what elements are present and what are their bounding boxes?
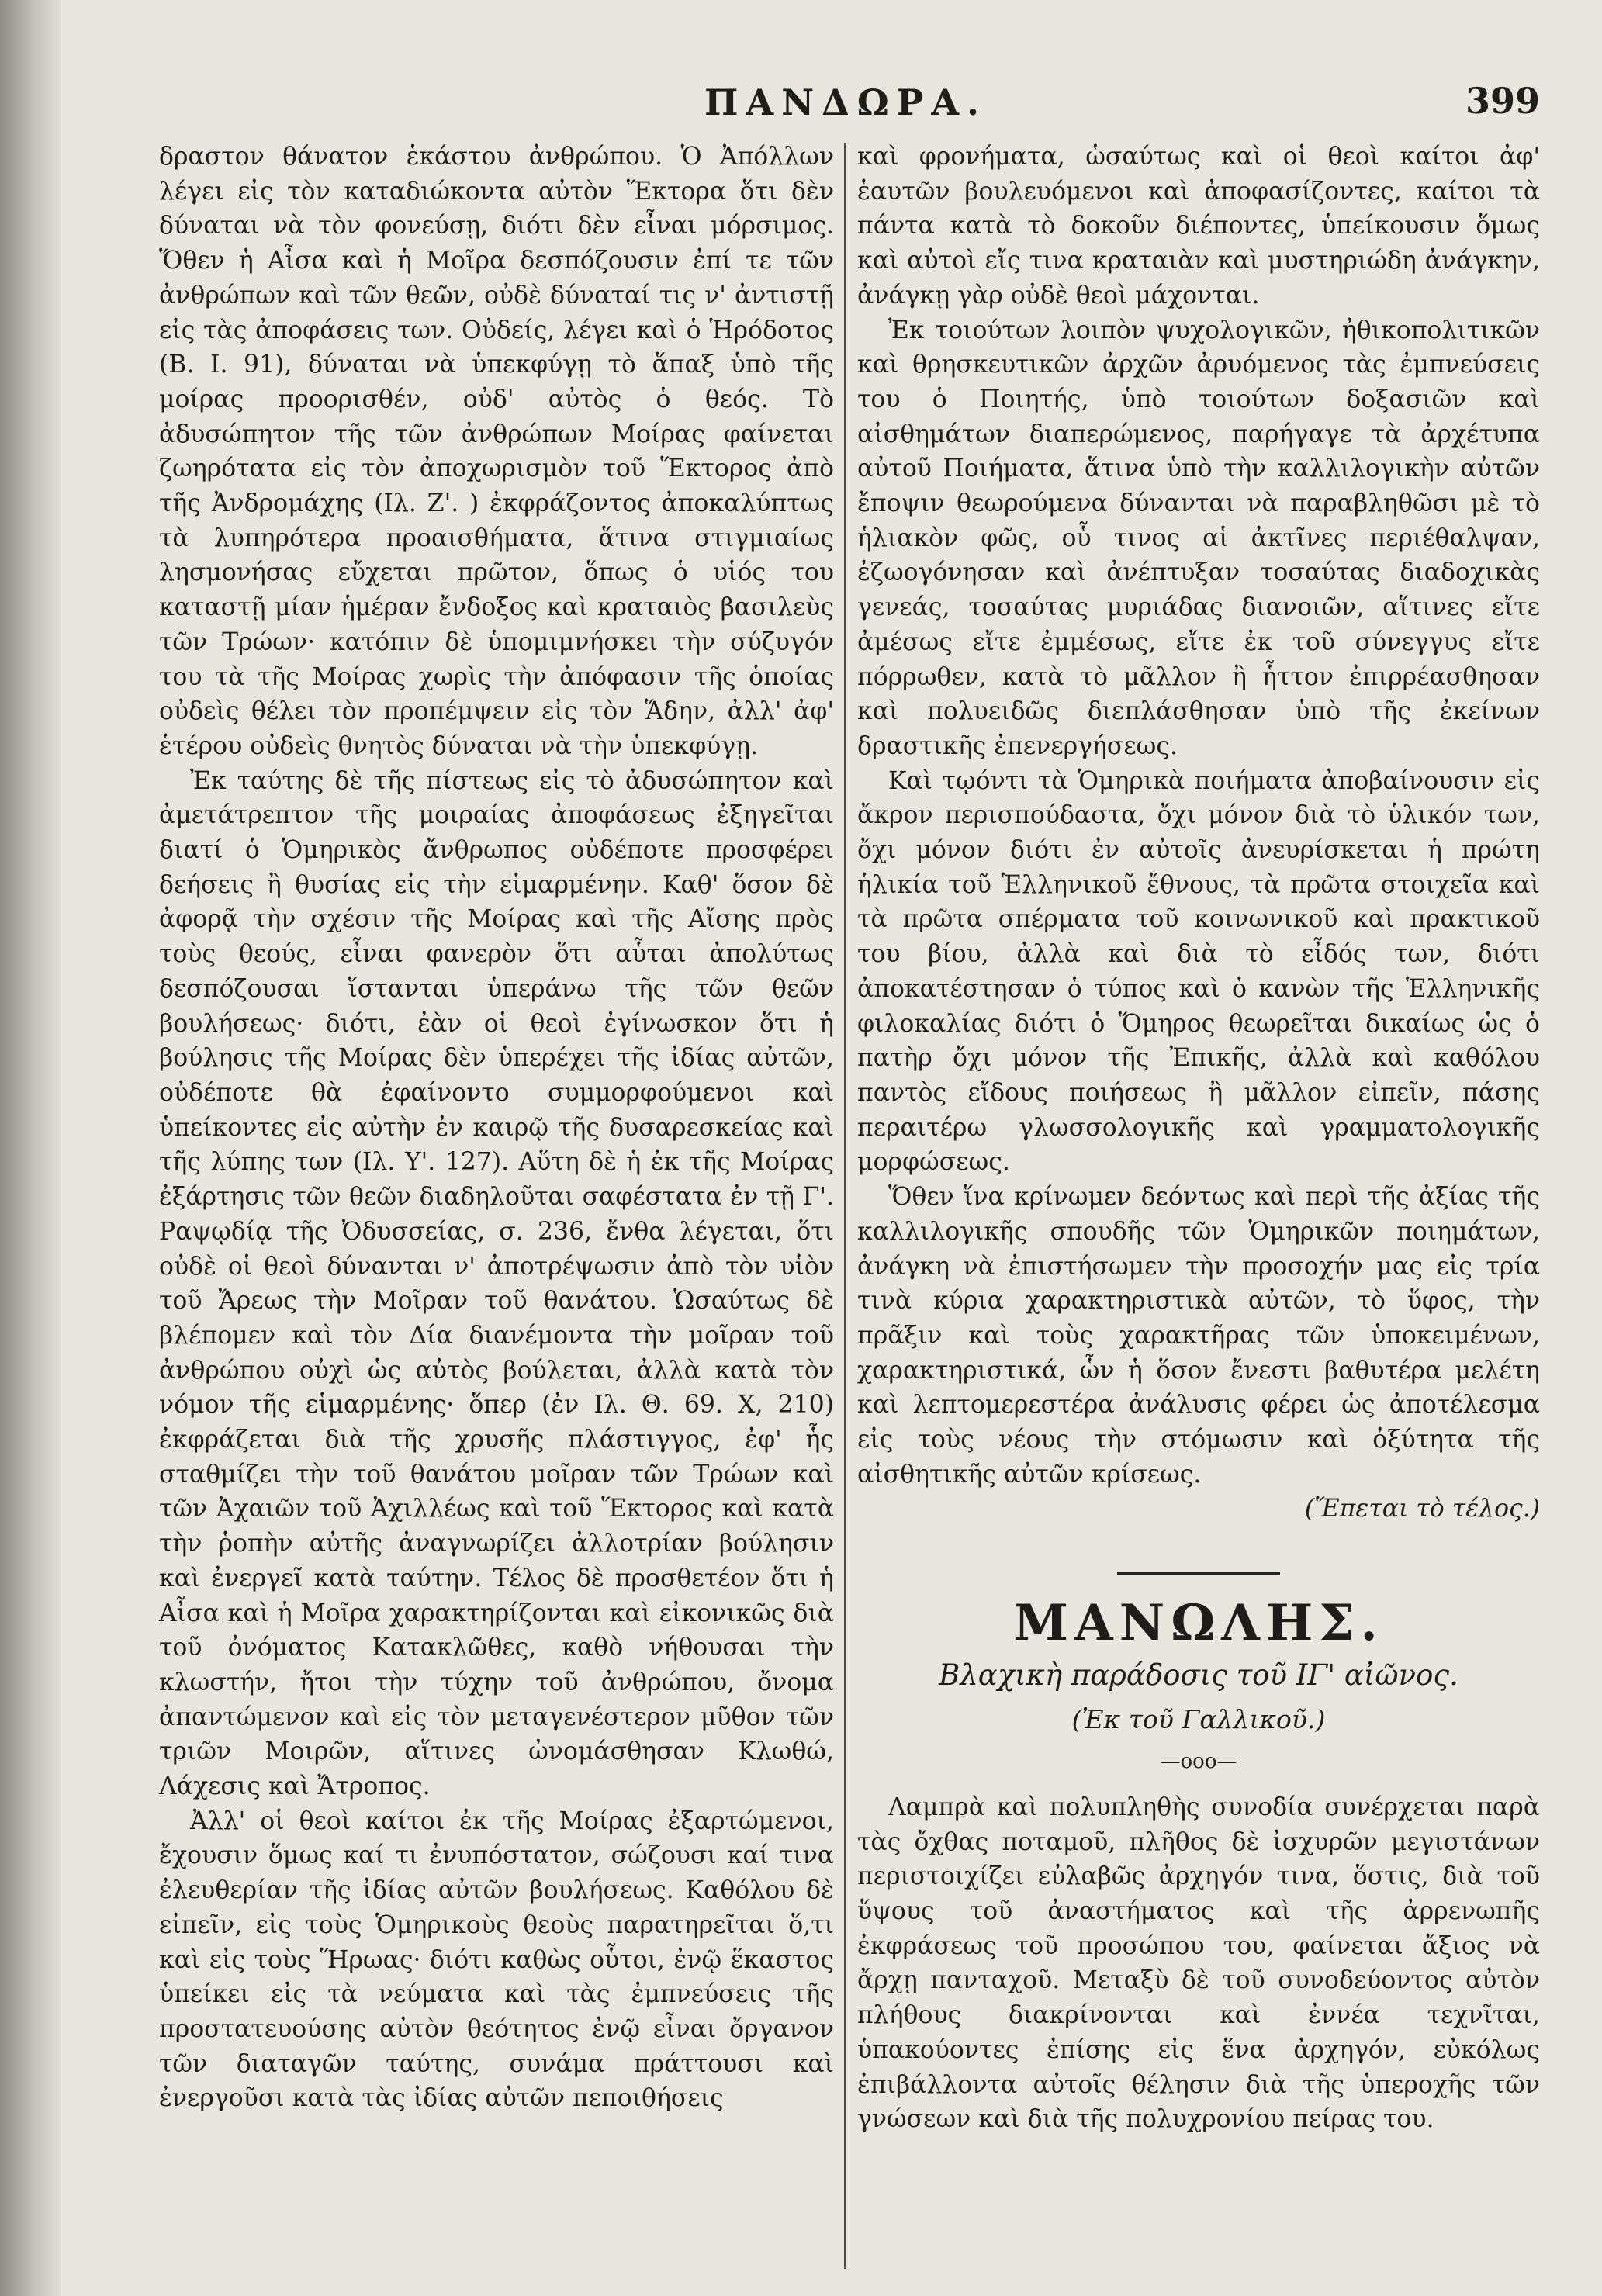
section-divider: [1117, 1572, 1280, 1575]
column-rule: [844, 144, 846, 2269]
book-binding-edge: [0, 0, 61, 2296]
right-column: [857, 140, 1540, 2137]
paragraph: Ἐκ ταύτης δὲ τῆς πίστεως εἰς τὸ ἀδυσώπητον καὶ ἀμετάτρεπτον τῆς μοιραίας ἀποφάσεως ἐξηγεῖται διατί ὁ Ὁμηρικὸς ἄνθρωπος οὐδέποτε προσφέρει δεήσεις ἢ θυσίας εἰς τὴν εἱμαρμένην. Καθ' ὅσον δὲ ἀφορᾷ τὴν σχέσιν τῆς Μοίρας καὶ τῆς Αἴσης πρὸς τοὺς θεούς, εἶναι φανερὸν ὅτι αὗται ἀπολύτως δεσπόζουσαι ἵστανται ὑπεράνω τῆς τῶν θεῶν βουλήσεως· διότι, ἐὰν οἱ θεοὶ ἐγίνωσκον ὅτι ἡ βούλησις τῆς Μοίρας δὲν ὑπερέχει τῆς ἰδίας αὐτῶν, οὐδέποτε θὰ ἐφαίνοντο συμμορφούμενοι καὶ ὑπείκοντες εἰς αὐτὴν ἐν καιρῷ τῆς δυσαρεσκείας καὶ τῆς λύπης των (Ιλ. Υ'. 127). Αὕτη δὲ ἡ ἐκ τῆς Μοίρας ἐξάρτησις τῶν θεῶν διαδηλοῦται σαφέστατα ἐν τῇ Γ'. Ραψῳδίᾳ τῆς Ὀδυσσείας, σ. 236, ἔνθα λέγεται, ὅτι οὐδὲ οἱ θεοὶ δύνανται ν' ἀποτρέψωσιν ἀπὸ τὸν υἱὸν τοῦ Ἄρεως τὴν Μοῖραν τοῦ θανάτου. Ὡσαύτως δὲ βλέπομεν καὶ τὸν Δία διανέμοντα τὴν μοῖραν τοῦ ἀνθρώπου οὐχὶ ὡς αὐτὸς βούλεται, ἀλλὰ κατὰ τὸν νόμον τῆς εἱμαρμένης· ὅπερ (ἐν Ιλ. Θ. 69. Χ, 210) ἐκφράζεται διὰ τῆς χρυσῆς πλάστιγγος, ἐφ' ἧς σταθμίζει τὴν τοῦ θανάτου μοῖραν τῶν Τρώων καὶ τῶν Ἀχαιῶν τοῦ Ἀχιλλέως καὶ τοῦ Ἕκτορος καὶ κατὰ τὴν ῥοπὴν αὐτῆς ἀναγνωρίζει ἀλλοτρίαν βούλησιν καὶ ἐνεργεῖ κατὰ ταύτην. Τέλος δὲ προσθετέον ὅτι ἡ Αἶσα καὶ ἡ Μοῖρα χαρακτηρίζονται καὶ εἰκονικῶς διὰ τοῦ ὀνόματος Κατακλῶθες, καθὸ νήθουσαι τὴν κλωστήν, ἤτοι τὴν τύχην τοῦ ἀνθρώπου, ὄνομα ἀπαντώμενον καὶ εἰς τὸν μεταγενέστερον μῦθον τῶν τριῶν Μοιρῶν, αἵτινες ὠνομάσθησαν Κλωθώ, Λάχεσις καὶ Ἄτροπος.: [159, 766, 834, 1801]
paragraph: δραστον θάνατον ἑκάστου ἀνθρώπου. Ὁ Ἀπόλλων λέγει εἰς τὸν καταδιώκοντα αὐτὸν Ἕκτορα ὅτι δὲν δύναται νὰ τὸν φονεύσῃ, διότι δὲν εἶναι μόρσιμος. Ὅθεν ἡ Αἶσα καὶ ἡ Μοῖρα δεσπόζουσιν ἐπί τε τῶν ἀνθρώπων καὶ τῶν θεῶν, οὐδὲ δύναταί τις ν' ἀντιστῇ εἰς τὰς ἀποφάσεις των. Οὐδείς, λέγει καὶ ὁ Ἡρόδοτος (Β. Ι. 91), δύναται νὰ ὑπεκφύγῃ τὸ ἅπαξ ὑπὸ τῆς μοίρας προορισθέν, οὐδ' αὐτὸς ὁ θεός. Τὸ ἀδυσώπητον τῆς τῶν ἀνθρώπων Μοίρας φαίνεται ζωηρότατα εἰς τὸν ἀποχωρισμὸν τοῦ Ἕκτορος ἀπὸ τῆς Ἀνδρομάχης (Ιλ. Ζ'. ) ἐκφράζοντος ἀποκαλύπτως τὰ λυπηρότερα προαισθήματα, ἅτινα στιγμιαίως λησμονήσας εὔχεται πρῶτον, ὅπως ὁ υἱός του καταστῇ μίαν ἡμέραν ἔνδοξος καὶ κραταιὸς βασιλεὺς τῶν Τρώων· κατόπιν δὲ ὑπομιμνήσκει τὴν σύζυγόν του τὰ τῆς Μοίρας χωρὶς τὴν ἀπόφασιν τῆς ὁποίας οὐδεὶς θέλει τὸν προπέμψειν εἰς τὸν Ἅδην, ἀλλ' ἀφ' ἑτέρου οὐδεὶς θνητὸς δύναται νὰ τὴν ὑπεκφύγῃ.: [159, 143, 834, 760]
left-column: [159, 140, 834, 2116]
paragraph: Καὶ τῳόντι τὰ Ὁμηρικὰ ποιήματα ἀποβαίνουσιν εἰς ἄκρον περισπούδαστα, ὄχι μόνον διὰ τὸ ὑλικόν των, ὄχι μόνον διότι ἐν αὐτοῖς ἀνευρίσκεται ἡ πρώτη ἡλικία τοῦ Ἑλληνικοῦ ἔθνους, τὰ πρῶτα στοιχεῖα καὶ τὰ πρῶτα σπέρματα τοῦ κοινωνικοῦ καὶ πρακτικοῦ του βίου, ἀλλὰ καὶ διὰ τὸ εἶδός των, διότι ἀποκατέστησαν ὁ τύπος καὶ ὁ κανὼν τῆς Ἑλληνικῆς φιλοκαλίας διότι ὁ Ὅμηρος θεωρεῖται δικαίως ὡς ὁ πατὴρ ὄχι μόνον τῆς Ἐπικῆς, ἀλλὰ καὶ καθόλου παντὸς εἴδους ποιήσεως ἢ μᾶλλον εἰπεῖν, πάσης περαιτέρω γλωσσολογικῆς καὶ γραμματολογικῆς μορφώσεως.: [857, 766, 1540, 1177]
paragraph: Ὅθεν ἵνα κρίνωμεν δεόντως καὶ περὶ τῆς ἀξίας τῆς καλλιλογικῆς σπουδῆς τῶν Ὁμηρικῶν ποιημάτων, ἀνάγκη νὰ ἐπιστήσωμεν τὴν προσοχήν μας εἰς τρία τινὰ κύρια χαρακτηριστικὰ αὐτῶν, τὸ ὕφος, τὴν πρᾶξιν καὶ τοὺς χαρακτῆρας τῶν ὑποκειμένων, χαρακτηριστικά, ὧν ἡ ὅσον ἔνεστι βαθυτέρα μελέτη καὶ λεπτομερεστέρα ἀνάλυσις φέρει ὡς ἀποτέλεσμα εἰς τοὺς νέους τὴν στόμωσιν καὶ ὀξύτητα τῆς αἰσθητικῆς αὐτῶν κρίσεως.: [857, 1183, 1540, 1489]
paragraph: Λαμπρὰ καὶ πολυπληθὴς συνοδία συνέρχεται παρὰ τὰς ὄχθας ποταμοῦ, πλῆθος δὲ ἰσχυρῶν μεγιστάνων περιστοιχίζει εὐλαβῶς ἀρχηγόν τινα, ὅστις, διὰ τοῦ ὕψους τοῦ ἀναστήματος καὶ τῆς ἀρρενωπῆς ἐκφράσεως τοῦ προσώπου του, φαίνεται ἄξιος νὰ ἄρχῃ πανταχοῦ. Μεταξὺ δὲ τοῦ συνοδεύοντος αὐτὸν πλήθους διακρίνονται καὶ ἐννέα τεχνῖται, ὑπακούοντες ἐπίσης εἰς ἕνα ἀρχηγόν, εὐκόλως ἐπιβάλλοντα αὐτοῖς θέλησιν διὰ τῆς ὑπεροχῆς τῶν γνώσεων καὶ διὰ τῆς πολυχρονίου πείρας του.: [857, 1793, 1540, 2134]
running-title: ΠΑΝΔΩΡΑ.: [704, 81, 988, 123]
story-subtitle: Βλαχικὴ παράδοσις τοῦ ΙΓ' αἰῶνος.: [939, 1658, 1458, 1692]
paragraph: Ἐκ τοιούτων λοιπὸν ψυχολογικῶν, ἠθικοπολιτικῶν καὶ θρησκευτικῶν ἀρχῶν ἀρυόμενος τὰς ἐμπνεύσεις του ὁ Ποιητής, ὑπὸ τοιούτων δοξασιῶν καὶ αἰσθημάτων διαπερώμενος, παρήγαγε τὰ ἀρχέτυπα αὐτοῦ Ποιήματα, ἅτινα ὑπὸ τὴν καλλιλογικὴν αὐτῶν ἔποψιν θεωρούμενα δύνανται νὰ παραβληθῶσι μὲ τὸ ἡλιακὸν φῶς, οὗ τινος αἱ ἀκτῖνες περιέθαλψαν, ἐζωογόνησαν καὶ ἀνέπτυξαν τοσαύτας διαδοχικὰς γενεάς, τοσαύτας μυριάδας διανοιῶν, αἵτινες εἴτε ἀμέσως εἴτε ἐμμέσως, εἴτε ἐκ τοῦ σύνεγγυς εἴτε πόρρωθεν, κατὰ τὸ μᾶλλον ἢ ἧττον ἐπιρρέασθησαν καὶ πολυειδῶς διεπλάσθησαν ὑπὸ τῆς ἐκείνων δραστικῆς ἐπενεργήσεως.: [857, 316, 1540, 760]
continuation-note: (Ἕπεται τὸ τέλος.): [1304, 1495, 1540, 1523]
paragraph: Ἀλλ' οἱ θεοὶ καίτοι ἐκ τῆς Μοίρας ἐξαρτώμενοι, ἔχουσιν ὅμως καί τι ἐνυπόστατον, σώζουσι καί τινα ἐλευθερίαν τῆς ἰδίας αὐτῶν βουλήσεως. Καθόλου δὲ εἰπεῖν, εἰς τοὺς Ὁμηρικοὺς θεοὺς παρατηρεῖται ὅ,τι καὶ εἰς τοὺς Ἥρωας· διότι καθὼς οὗτοι, ἐνῷ ἕκαστος ὑπείκει εἰς τὰ νεύματα καὶ τὰς ἐμπνεύσεις τῆς προστατευούσης αὐτὸν θεότητος ἐνῷ εἶναι ὄργανον τῶν διαταγῶν ταύτης, συνάμα πράττουσι καὶ ἐνεργοῦσι κατὰ τὰς ἰδίας αὐτῶν πεποιθήσεις: [159, 1807, 834, 2113]
ornament: —ooo—: [1160, 1750, 1237, 1774]
page-number: 399: [1465, 80, 1540, 122]
paragraph: καὶ φρονήματα, ὡσαύτως καὶ οἱ θεοὶ καίτοι ἀφ' ἑαυτῶν βουλευόμενοι καὶ ἀποφασίζοντες, καίτοι τὰ πάντα κατὰ τὸ δοκοῦν διέποντες, ὑπείκουσιν ὅμως καὶ αὐτοὶ εἴς τινα κραταιὰν καὶ μυστηριώδη ἀνάγκην, ἀνάγκῃ γὰρ οὐδὲ θεοὶ μάχονται.: [857, 143, 1540, 309]
story-source: (Ἐκ τοῦ Γαλλικοῦ.): [1071, 1703, 1326, 1734]
story-title: ΜΑΝΩΛΗΣ.: [1013, 1594, 1384, 1653]
page-header: [0, 74, 1602, 136]
